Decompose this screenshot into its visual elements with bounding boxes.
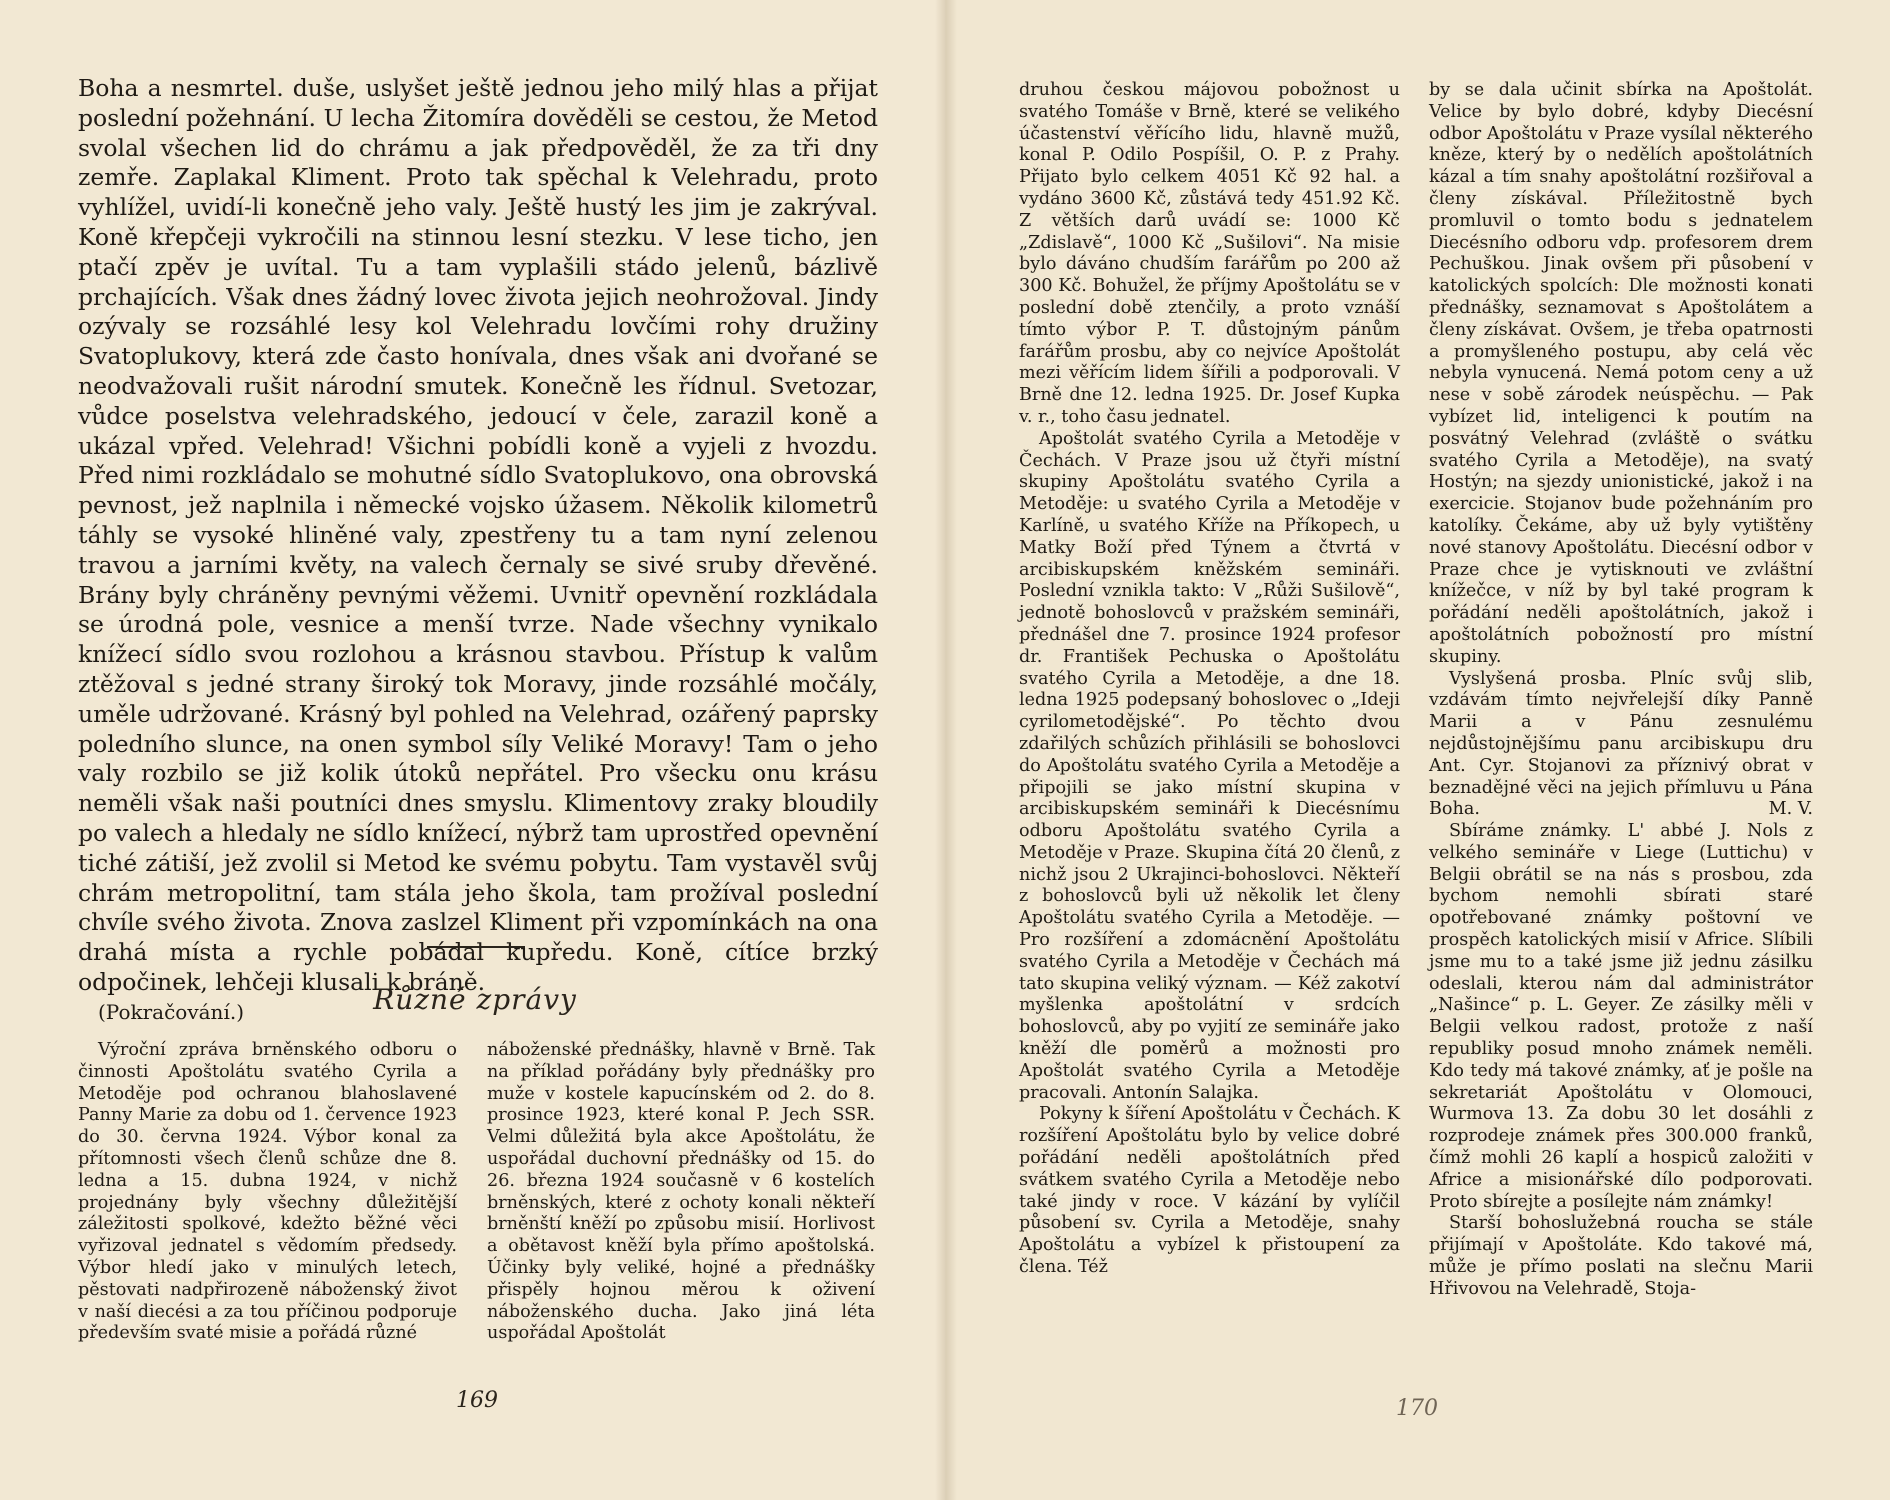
section-title: Různé zprávy	[373, 983, 577, 1016]
continued-note: (Pokračování.)	[98, 999, 244, 1024]
news-column-3	[1019, 80, 1400, 1279]
news-paragraph	[1429, 669, 1813, 822]
book-gutter	[935, 0, 957, 1500]
news-paragraph: Výroční zpráva brněnského odboru o činnosti Apoštolátu svatého Cyrila a Metoděje pod ochranou blahoslavené Panny Marie za dobu od 1. července 1923 do 30. června 1924. Výbor konal za přítomnosti všech členů schůze dne 8. ledna a 15. dubna 1924, v nichž projednány byly všechny důležitější záležitosti spolkové, kdežto běžné věci vyřizoval jednatel s vědomím předsedy. Výbor hledí jako v minulých letech, pěstovati nadpřirozeně náboženský život v naší diecési a za tou příčinou podporuje především svaté misie a pořádá různé	[78, 1040, 457, 1344]
news-column-2	[487, 1040, 875, 1345]
news-paragraph-text: Vyslyšená prosba. Plníc svůj slib, vzdávám tímto nejvřelejší díky Panně Marii a v Pánu zesnulému nejdůstojnějšímu panu arcibiskupu dru Ant. Cyr. Stojanovi za příznivý obrat v beznadějné věci na jejich přímluvu u Pána Boha.	[1429, 668, 1813, 820]
signature: M. V.	[1768, 799, 1813, 820]
news-column-4	[1429, 80, 1813, 1301]
right-page	[945, 0, 1890, 1500]
section-divider	[427, 946, 525, 948]
news-paragraph: Starší bohoslužebná roucha se stále přijímají v Apoštoláte. Kdo takové má, může je přímo poslati na slečnu Marii Hřivovou na Velehradě, Stoja-	[1429, 1213, 1813, 1299]
news-column-1	[78, 1040, 457, 1345]
news-paragraph: náboženské přednášky, hlavně v Brně. Tak na příklad pořádány byly přednášky pro muže v kostele kapucínském od 2. do 8. prosince 1923, které konal P. Jech SSR. Velmi důležitá byla akce Apoštolátu, že uspořádal duchovní přednášky od 15. do 26. března 1924 současně v 6 kostelích brněnských, které z ochoty konali někteří brněnští kněží po způsobu misií. Horlivost a obětavost kněží byla přímo apoštolská. Účinky byly veliké, hojné a přednášky přispěly hojnou měrou k oživení náboženského ducha. Jako jiná léta uspořádal Apoštolát	[487, 1040, 875, 1344]
news-paragraph: Sbíráme známky. L' abbé J. Nols z velkého semináře v Liege (Luttichu) v Belgii obrátil se na nás s prosbou, zda bychom nemohli sbírati staré opotřebované známky poštovní ve prospěch katolických misií v Africe. Slíbili jsme mu to a také jsme již jednu zásilku odeslali, kterou nám dal administrátor „Našince“ p. L. Geyer. Ze zásilky měli v Belgii velkou radost, protože z naší republiky posud mnoho známek neměli. Kdo tedy má takové známky, ať je pošle na sekretariát Apoštolátu v Olomouci, Wurmova 13. Za dobu 30 let dosáhli z rozprodeje známek přes 300.000 franků, čímž mohli 26 kaplí a hospiců založiti v Africe a misionářské dílo podporovati. Proto sbírejte a posílejte nám známky!	[1429, 821, 1813, 1212]
news-paragraph: druhou českou májovou pobožnost u svatého Tomáše v Brně, které se velikého účastenství věřícího lidu, hlavně mužů, konal P. Odilo Pospíšil, O. P. z Prahy. Přijato bylo celkem 4051 Kč 92 hal. a vydáno 3600 Kč, zůstává tedy 451.92 Kč. Z větších darů uvádí se: 1000 Kč „Zdislavě“, 1000 Kč „Sušilovi“. Na misie bylo dáváno chudším farářům po 200 až 300 Kč. Bohužel, že příjmy Apoštolátu se v poslední době ztenčily, a proto vznáší tímto výbor P. T. důstojným pánům farářům prosbu, aby co nejvíce Apoštolát mezi věřícím lidem šířili a podporovali. V Brně dne 12. ledna 1925. Dr. Josef Kupka v. r., toho času jednatel.	[1019, 80, 1400, 427]
story-column	[78, 74, 878, 1028]
story-paragraph: Boha a nesmrtel. duše, uslyšet ještě jednou jeho milý hlas a přijat poslední požehnání. U lecha Žitomíra dověděli se cestou, že Metod svolal všechen lid do chrámu a jak předpověděl, že za tři dny zemře. Zaplakal Kliment. Proto tak spěchal k Velehradu, proto vyhlížel, uvidí-li konečně jeho valy. Ještě hustý les jim je zakrýval. Koně křepčeji vykročili na stinnou lesní stezku. V lese ticho, jen ptačí zpěv je uvítal. Tu a tam vyplašili stádo jelenů, bázlivě prchajících. Však dnes žádný lovec života jejich neohrožoval. Jindy ozývaly se rozsáhlé lesy kol Velehradu lovčími rohy družiny Svatoplukovy, která zde často honívala, dnes však ani dvořané se neodvažovali rušit národní smutek. Konečně les řídnul. Svetozar, vůdce poselstva velehradského, jedoucí v čele, zarazil koně a ukázal vpřed. Velehrad! Všichni pobídli koně a vyjeli z hvozdu. Před nimi rozkládalo se mohutné sídlo Svatoplukovo, ona obrovská pevnost, jež naplnila i německé vojsko úžasem. Několik kilometrů táhly se vysoké hliněné valy, zpestřeny tu a tam nyní zelenou travou a jarními květy, na valech černaly se sivé sruby dřevěné. Brány byly chráněny pevnými věžemi. Uvnitř opevnění rozkládala se úrodná pole, vesnice a menší tvrze. Nade všechny vynikalo knížecí sídlo svou rozlohou a krásnou stavbou. Přístup k valům ztěžoval s jedné strany široký tok Moravy, jinde rozsáhlé močály, uměle udržované. Krásný byl pohled na Velehrad, ozářený paprsky poledního slunce, na onen symbol síly Veliké Moravy! Tam o jeho valy rozbilo se již kolik útoků nepřátel. Pro všecku onu krásu neměli však naši poutníci dnes smyslu. Klimentovy zraky bloudily po valech a hledaly ne sídlo knížecí, nýbrž tam uprostřed opevnění tiché zátiší, jež zvolil si Metod ke svému pobytu. Tam vystavěl svůj chrám metropolitní, tam stála jeho škola, tam prožíval poslední chvíle svého života. Znova zaslzel Kliment při vzpomínkách na ona drahá místa a rychle pobádal kupředu. Koně, cítíce brzký odpočinek, lehčeji klusali k bráně.	[78, 74, 878, 996]
page-number-right: 170	[1396, 1396, 1438, 1421]
news-paragraph: Pokyny k šíření Apoštolátu v Čechách. K rozšíření Apoštolátu bylo by velice dobré pořádání neděli apoštolátních před svátkem svatého Cyrila a Metoděje nebo také jindy v roce. V kázání by vylíčil působení sv. Cyrila a Metoděje, snahy Apoštolátu a vybízel k přistoupení za člena. Též	[1019, 1104, 1400, 1278]
news-paragraph: by se dala učinit sbírka na Apoštolát. Velice by bylo dobré, kdyby Diecésní odbor Apoštolátu v Praze vysílal některého kněze, který by o nedělích apoštolátních kázal a tím snahy apoštolátní rozšiřoval a členy získával. Příležitostně bych promluvil o tomto bodu s jednatelem Diecésního odboru vdp. profesorem drem Pechuškou. Jinak ovšem při působení v katolických spolcích: Dle možnosti konati přednášky, seznamovat s Apoštolátem a členy získávat. Ovšem, je třeba opatrnosti a promyšleného postupu, aby celá věc nebyla vynucená. Nemá potom ceny a už nese v sobě zárodek neúspěchu. — Pak vybízet lid, inteligenci k poutím na posvátný Velehrad (zvláště o svátku svatého Cyrila a Metoděje), na svatý Hostýn; na sjezdy unionistické, jakož i na exercicie. Stojanov bude požehnáním pro katolíky. Čekáme, aby už byly vytištěny nové stanovy Apoštolátu. Diecésní odbor v Praze chce je vytisknouti ve zvláštní knížečce, v níž by byl také program k pořádání neděli apoštolátních, jakož i apoštolátních pobožností pro místní skupiny.	[1429, 80, 1813, 667]
page-number-left: 169	[456, 1388, 498, 1413]
news-paragraph: Apoštolát svatého Cyrila a Metoděje v Čechách. V Praze jsou už čtyři místní skupiny Apoštolátu svatého Cyrila a Metoděje: u svatého Cyrila a Metoděje v Karlíně, u svatého Kříže na Příkopech, u Matky Boží před Týnem a čtvrtá v arcibiskupském kněžském semináři. Poslední vznikla takto: V „Růži Sušilově“, jednotě bohoslovců v pražském semináři, přednášel dne 7. prosince 1924 profesor dr. František Pechuska o Apoštolátu svatého Cyrila a Metoděje, a dne 18. ledna 1925 podepsaný bohoslovec o „Ideji cyrilometodějské“. Po těchto dvou zdařilých schůzích přihlásili se bohoslovci do Apoštolátu svatého Cyrila a Metoděje a připojili se jako místní skupina v arcibiskupském semináři k Diecésnímu odboru Apoštolátu svatého Cyrila a Metoděje v Praze. Skupina čítá 20 členů, z nichž jsou 2 Ukrajinci-bohoslovci. Někteří z bohoslovců byli už několik let členy Apoštolátu svatého Cyrila a Metoděje. — Pro rozšíření a zdomácnění Apoštolátu svatého Cyrila a Metoděje v Čechách má tato skupina veliký význam. — Kéž zakotví myšlenka apoštolátní v srdcích bohoslovců, aby po vyjití ze semináře jako kněží dle poměrů a možnosti pro Apoštolát svatého Cyrila a Metoděje pracovali. Antonín Salajka.	[1019, 428, 1400, 1103]
